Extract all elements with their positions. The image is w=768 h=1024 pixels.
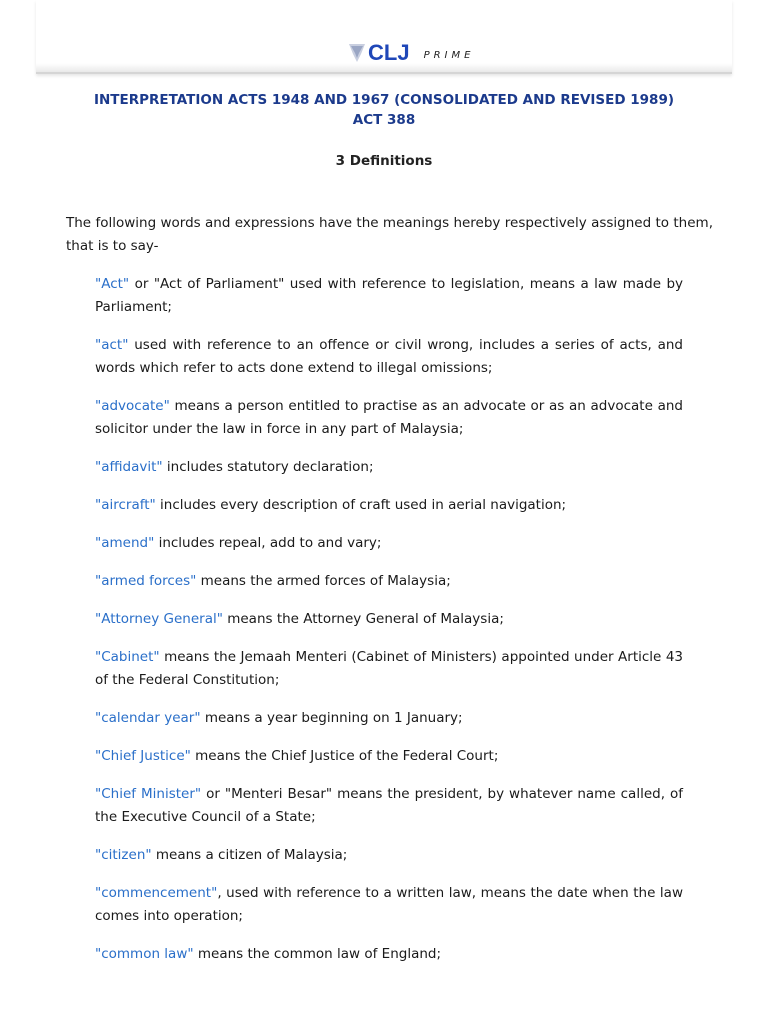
definition-text: means the Attorney General of Malaysia; bbox=[222, 611, 504, 627]
definition-text: used with reference to an offence or civil wrong, includes a series of acts, and words which refer to acts done extend to illegal omissions; bbox=[95, 337, 683, 376]
definition-item bbox=[95, 334, 683, 380]
logo-prime-text: PRIME bbox=[423, 49, 475, 61]
definition-item bbox=[95, 707, 683, 730]
definition-text: , used with reference to a written law, means the date when the law comes into operation; bbox=[95, 885, 683, 924]
term-link[interactable]: "advocate" bbox=[95, 398, 170, 414]
definition-item bbox=[95, 783, 683, 829]
term-link[interactable]: "act" bbox=[95, 337, 129, 353]
term-link[interactable]: "Attorney General" bbox=[95, 611, 223, 627]
definition-item bbox=[95, 745, 683, 768]
term-link[interactable]: "Cabinet" bbox=[95, 649, 160, 665]
definition-text: means the Chief Justice of the Federal Court; bbox=[190, 748, 499, 764]
definition-item bbox=[95, 844, 683, 867]
intro-paragraph: The following words and expressions have the meanings hereby respectively assigned to them, that is to say- bbox=[66, 215, 713, 254]
definition-text: means a citizen of Malaysia; bbox=[151, 847, 348, 863]
logo-clj-text: CLJ bbox=[368, 40, 410, 65]
term-link[interactable]: "amend" bbox=[95, 535, 155, 551]
definition-item bbox=[95, 646, 683, 692]
definition-item bbox=[95, 395, 683, 441]
act-number: ACT 388 bbox=[352, 112, 416, 128]
term-link[interactable]: "calendar year" bbox=[95, 710, 201, 726]
definition-text: or "Menteri Besar" means the president, by whatever name called, of the Executive Council of a State; bbox=[95, 786, 684, 825]
term-link[interactable]: "Chief Minister" bbox=[95, 786, 202, 802]
document-title: INTERPRETATION ACTS 1948 AND 1967 (CONSOLIDATED AND REVISED 1989) bbox=[93, 92, 675, 108]
section-title: 3 Definitions bbox=[335, 153, 433, 169]
term-link[interactable]: "Chief Justice" bbox=[95, 748, 191, 764]
clj-logo-icon bbox=[348, 43, 366, 63]
definition-item bbox=[95, 570, 683, 593]
definition-text: means a person entitled to practise as an advocate or as an advocate and solicitor under the law in force in any part of Malaysia; bbox=[95, 398, 683, 437]
definition-text: includes repeal, add to and vary; bbox=[154, 535, 382, 551]
term-link[interactable]: "common law" bbox=[95, 946, 194, 962]
definition-text: means the common law of England; bbox=[193, 946, 442, 962]
definition-item bbox=[95, 532, 683, 555]
definition-item bbox=[95, 882, 683, 928]
definition-item bbox=[95, 273, 683, 319]
definition-text: includes every description of craft used in aerial navigation; bbox=[155, 497, 567, 513]
term-link[interactable]: "aircraft" bbox=[95, 497, 156, 513]
term-link[interactable]: "armed forces" bbox=[95, 573, 197, 589]
term-link[interactable]: "commencement" bbox=[95, 885, 218, 901]
term-link[interactable]: "Act" bbox=[95, 276, 130, 292]
definition-item bbox=[95, 456, 683, 479]
definition-item bbox=[95, 608, 683, 631]
clj-prime-logo[interactable] bbox=[348, 42, 474, 64]
term-link[interactable]: "citizen" bbox=[95, 847, 152, 863]
definition-item bbox=[95, 943, 683, 966]
header-bar bbox=[36, 0, 732, 74]
definition-text: or "Act of Parliament" used with reference to legislation, means a law made by Parliament; bbox=[95, 276, 683, 315]
definition-text: means the armed forces of Malaysia; bbox=[196, 573, 451, 589]
definition-text: means a year beginning on 1 January; bbox=[200, 710, 463, 726]
definitions-list bbox=[95, 273, 683, 981]
definition-text: means the Jemaah Menteri (Cabinet of Ministers) appointed under Article 43 of the Federal Constitution; bbox=[95, 649, 683, 688]
term-link[interactable]: "affidavit" bbox=[95, 459, 163, 475]
definition-item bbox=[95, 494, 683, 517]
definition-text: includes statutory declaration; bbox=[162, 459, 374, 475]
